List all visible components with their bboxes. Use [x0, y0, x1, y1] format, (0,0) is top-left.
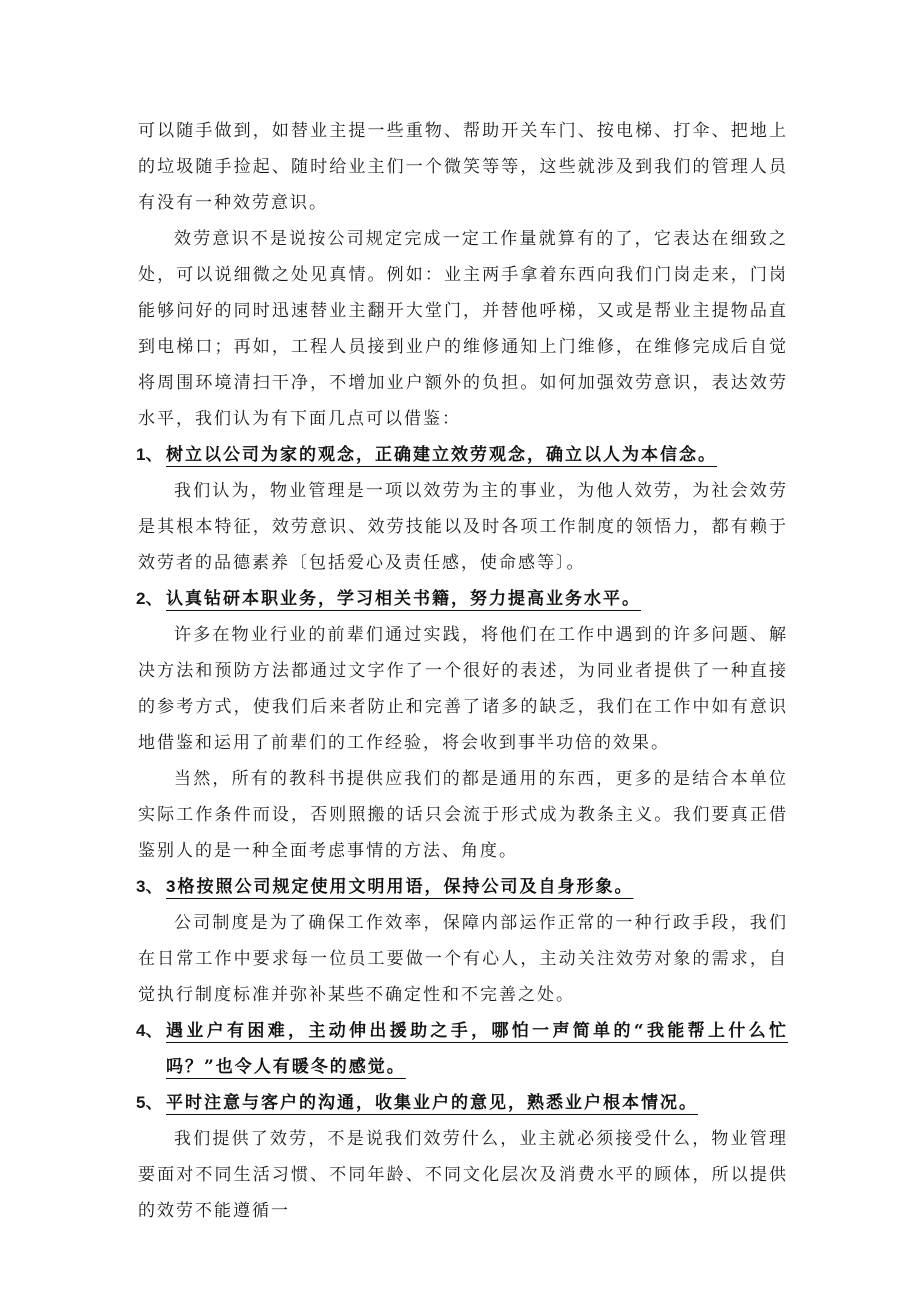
paragraph-7: 我们提供了效劳，不是说我们效劳什么，业主就必须接受什么，物业管理要面对不同生活习惯、不同年龄、不同文化层次及消费水平的顾体，所以提供的效劳不能遵循一 — [138, 1129, 788, 1221]
heading-3-inline-number: 3 — [166, 877, 178, 896]
paragraph-4: 许多在物业行业的前辈们通过实践，将他们在工作中遇到的许多问题、解决方法和预防方法都通过文字作了一个很好的表述，为同业者提供了一种直接的参考方式，使我们后来者防止和完善了诸多的缺乏，我们在工作中如有意识地借鉴和运用了前辈们的工作经验，将会收到事半功倍的效果。 — [138, 625, 788, 753]
heading-4 — [138, 1013, 788, 1085]
heading-3 — [138, 869, 788, 905]
heading-4-text: 遇业户有困难，主动伸出援助之手，哪怕一声简单的“我能帮上什么忙吗？”也令人有暖冬的感觉。 — [166, 1021, 788, 1077]
paragraph-5: 当然，所有的教科书提供应我们的都是通用的东西，更多的是结合本单位实际工作条件而设，否则照搬的话只会流于形式成为教条主义。我们要真正借鉴别人的是一种全面考虑事情的方法、角度。 — [138, 769, 788, 861]
heading-5-number: 5、 — [136, 1093, 163, 1112]
heading-5 — [138, 1085, 788, 1121]
heading-4-number: 4、 — [136, 1021, 163, 1040]
heading-1-text: 树立以公司为家的观念，正确建立效劳观念，确立以人为本信念。 — [166, 445, 717, 465]
heading-2-number: 2、 — [136, 589, 163, 608]
heading-3-number: 3、 — [136, 877, 163, 896]
paragraph-3: 我们认为，物业管理是一项以效劳为主的事业，为他人效劳，为社会效劳是其根本特征，效劳意识、效劳技能以及时各项工作制度的领悟力，都有赖于效劳者的品德素养〔包括爱心及责任感，使命感等〕。 — [138, 481, 788, 573]
heading-3-text: 格按照公司规定使用文明用语，保持公司及自身形象。 — [177, 877, 634, 897]
paragraph-1: 可以随手做到，如替业主提一些重物、帮助开关车门、按电梯、打伞、把地上的垃圾随手捡起、随时给业主们一个微笑等等，这些就涉及到我们的管理人员有没有一种效劳意识。 — [138, 121, 788, 213]
heading-1-number: 1、 — [136, 445, 163, 464]
heading-5-text: 平时注意与客户的沟通，收集业户的意见，熟悉业户根本情况。 — [166, 1093, 698, 1113]
heading-1 — [138, 437, 788, 473]
heading-2-text: 认真钻研本职业务，学习相关书籍，努力提高业务水平。 — [166, 589, 641, 609]
paragraph-6: 公司制度是为了确保工作效率，保障内部运作正常的一种行政手段，我们在日常工作中要求每一位员工要做一个有心人，主动关注效劳对象的需求，自觉执行制度标准并弥补某些不确定性和不完善之处。 — [138, 913, 788, 1005]
heading-3-text-wrap — [166, 877, 633, 897]
heading-2 — [138, 581, 788, 617]
paragraph-2: 效劳意识不是说按公司规定完成一定工作量就算有的了，它表达在细致之处，可以说细微之处见真情。例如：业主两手拿着东西向我们门岗走来，门岗能够问好的同时迅速替业主翻开大堂门，并替他呼梯，又或是帮业主提物品直到电梯口；再如，工程人员接到业户的维修通知上门维修，在维修完成后自觉将周围环境清扫干净，不增加业户额外的负担。如何加强效劳意识，表达效劳水平，我们认为有下面几点可以借鉴： — [138, 229, 788, 429]
document-body — [138, 113, 788, 1229]
